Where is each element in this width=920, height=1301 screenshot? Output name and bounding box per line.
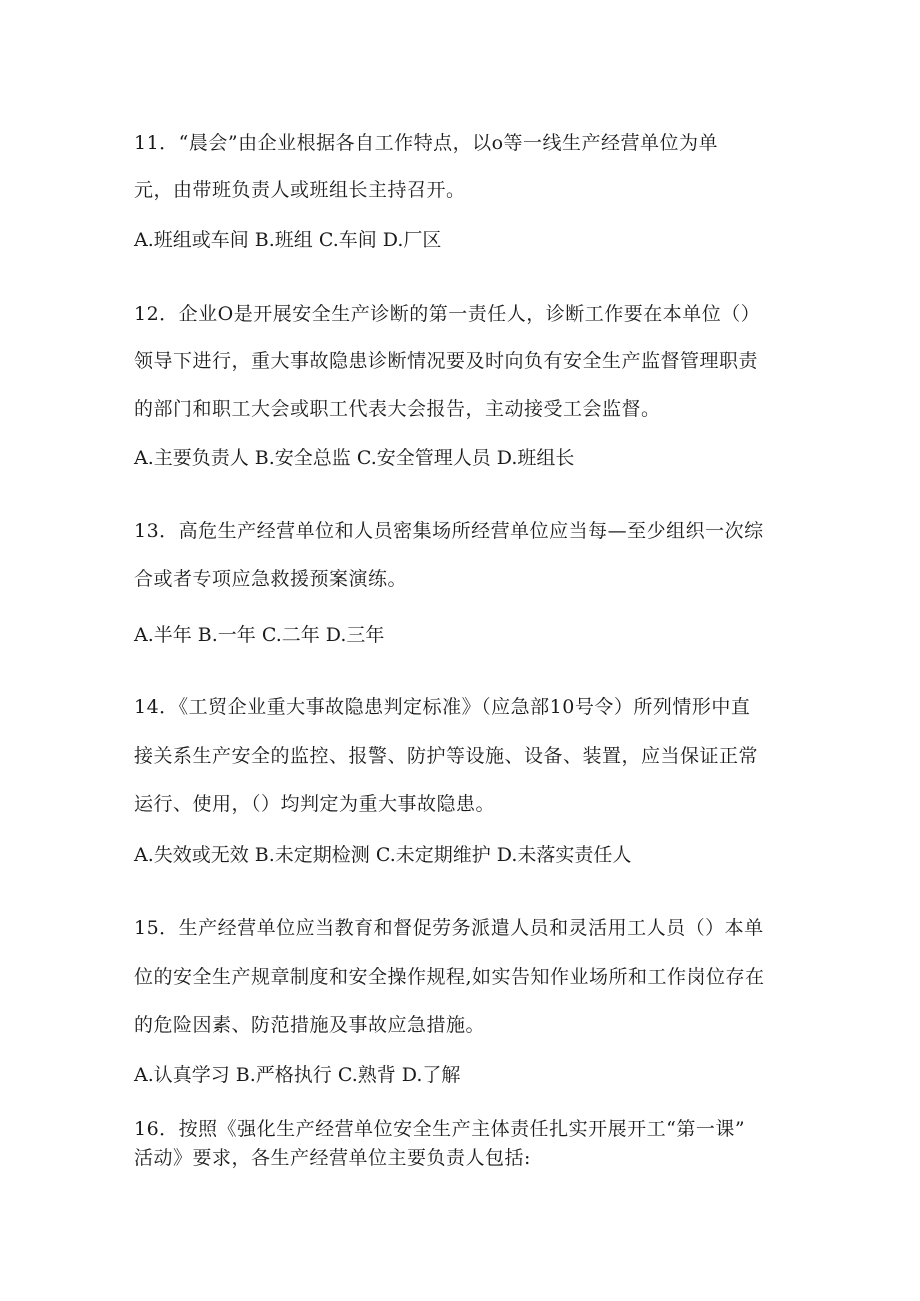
question-14-line-1: 14．《工贸企业重大事故隐患判定标准》（应急部10号令）所列情形中直: [134, 696, 751, 718]
question-11-line-1: 11．“晨会”由企业根据各自工作特点，以o等一线生产经营单位为单: [134, 132, 719, 154]
question-12-line-1: 12．企业O是开展安全生产诊断的第一责任人，诊断工作要在本单位（）: [134, 303, 761, 325]
question-16-line-2: 活动》要求，各生产经营单位主要负责人包括:: [134, 1147, 531, 1169]
question-15-line-3: 的危险因素、防范措施及事故应急措施。: [134, 1014, 486, 1036]
question-12-options: A.主要负责人 B.安全总监 C.安全管理人员 D.班组长: [134, 447, 575, 469]
question-14-line-3: 运行、使用，（）均判定为重大事故隐患。: [134, 793, 496, 815]
question-16-line-1: 16．按照《强化生产经营单位安全生产主体责任扎实开展开工“第一课”: [134, 1118, 746, 1140]
question-11-options: A.班组或车间 B.班组 C.车间 D.厂区: [134, 229, 442, 251]
question-14-options: A.失效或无效 B.未定期检测 C.未定期维护 D.未落实责任人: [134, 844, 632, 866]
question-15-line-2: 位的安全生产规章制度和安全操作规程,如实告知作业场所和工作岗位存在: [134, 966, 765, 988]
question-13-line-1: 13．高危生产经营单位和人员密集场所经营单位应当每—至少组织一次综: [134, 520, 764, 542]
question-12-line-2: 领导下进行，重大事故隐患诊断情况要及时向负有安全生产监督管理职责: [134, 350, 759, 372]
question-15-line-1: 15．生产经营单位应当教育和督促劳务派遣人员和灵活用工人员（）本单: [134, 917, 764, 939]
question-13-options: A.半年 B.一年 C.二年 D.三年: [134, 624, 385, 646]
question-12-line-3: 的部门和职工大会或职工代表大会报告，主动接受工会监督。: [134, 398, 661, 420]
question-11-line-2: 元，由带班负责人或班组长主持召开。: [134, 179, 466, 201]
question-15-options: A.认真学习 B.严格执行 C.熟背 D.了解: [134, 1064, 461, 1086]
question-13-line-2: 合或者专项应急救援预案演练。: [134, 568, 408, 590]
question-14-line-2: 接关系生产安全的监控、报警、防护等设施、设备、装置，应当保证正常: [134, 745, 759, 767]
